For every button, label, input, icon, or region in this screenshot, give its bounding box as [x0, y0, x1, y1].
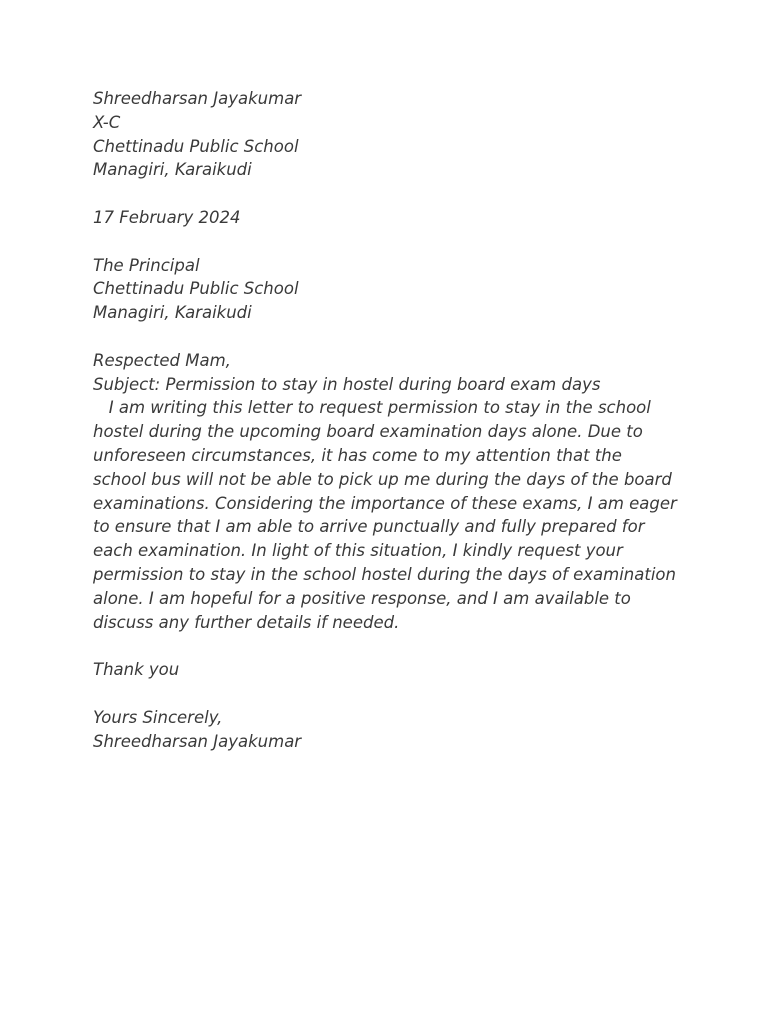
thanks-line: Thank you [93, 660, 180, 680]
sender-class: X-C [93, 112, 121, 132]
body-line: unforeseen circumstances, it has come to my attention that the [93, 445, 622, 465]
recipient-location: Managiri, Karaikudi [93, 303, 252, 323]
subject-line: Subject: Permission to stay in hostel during board exam days [93, 374, 601, 394]
spacer [93, 182, 693, 206]
body-line: permission to stay in the school hostel during the days of examination [93, 564, 676, 584]
sender-block [93, 87, 693, 182]
body-line: discuss any further details if needed. [93, 612, 400, 632]
spacer [93, 325, 693, 349]
sender-location: Managiri, Karaikudi [93, 160, 252, 180]
closing-line: Yours Sincerely, [93, 707, 223, 727]
body-line: hostel during the upcoming board examination days alone. Due to [93, 422, 643, 442]
recipient-title: The Principal [93, 255, 200, 275]
sender-school: Chettinadu Public School [93, 136, 299, 156]
letter [93, 87, 693, 753]
body-line: examinations. Considering the importance of these exams, I am eager [93, 493, 677, 513]
body-line: each examination. In light of this situation, I kindly request your [93, 541, 623, 561]
body-line: alone. I am hopeful for a positive response, and I am available to [93, 588, 631, 608]
spacer [93, 682, 693, 706]
spacer [93, 634, 693, 658]
recipient-school: Chettinadu Public School [93, 279, 299, 299]
spacer [93, 230, 693, 254]
signature-name: Shreedharsan Jayakumar [93, 731, 302, 751]
letter-date: 17 February 2024 [93, 207, 241, 227]
body-line: school bus will not be able to pick up me during the days of the board [93, 469, 672, 489]
body-line: to ensure that I am able to arrive punctually and fully prepared for [93, 517, 645, 537]
body-line: I am writing this letter to request permission to stay in the school [93, 398, 651, 418]
salutation: Respected Mam, [93, 350, 231, 370]
letter-body [93, 396, 693, 634]
recipient-block [93, 254, 693, 325]
sender-name: Shreedharsan Jayakumar [93, 89, 302, 108]
